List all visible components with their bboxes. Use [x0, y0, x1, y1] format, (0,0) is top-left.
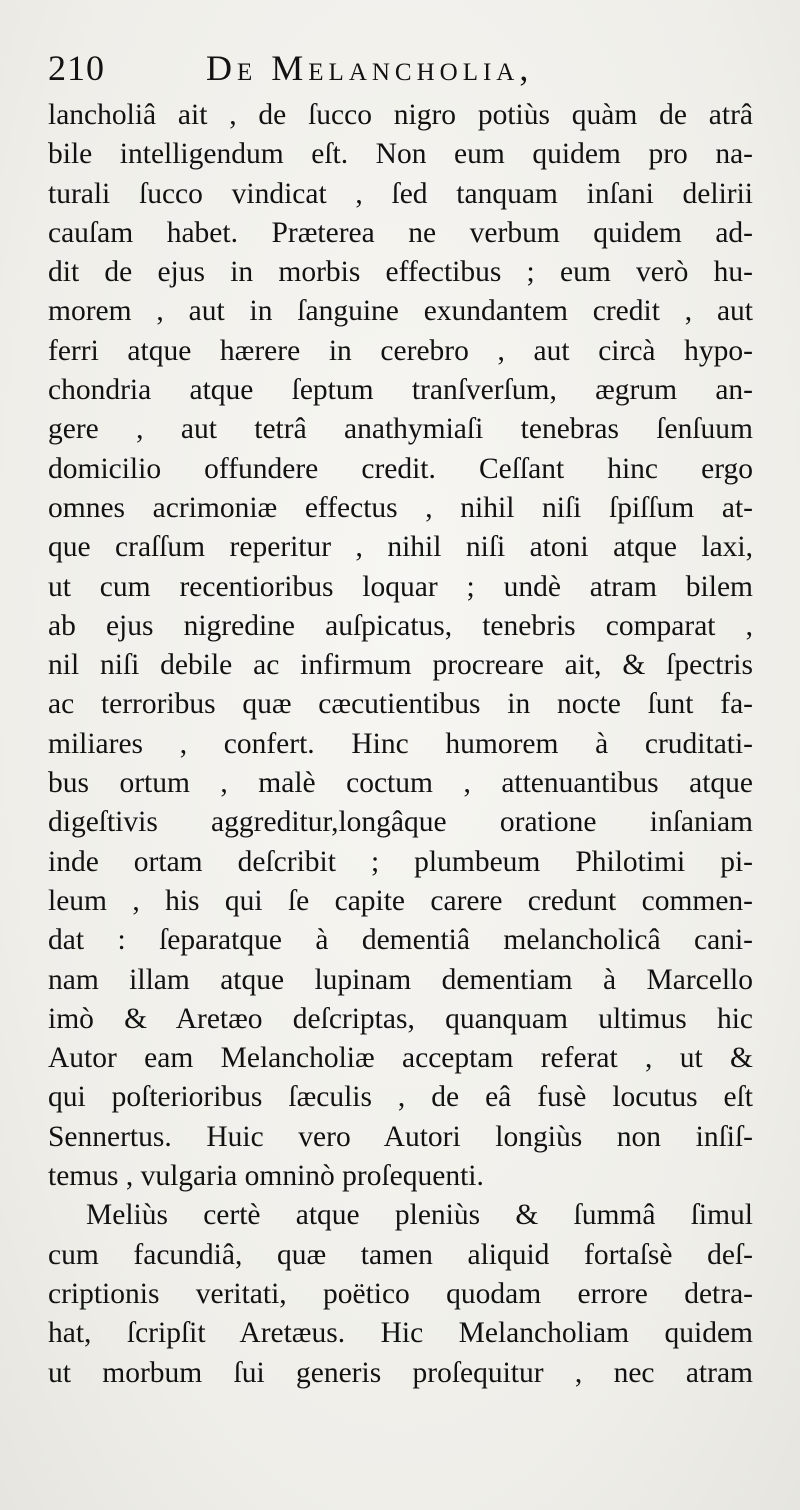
text-line: Sennertus. Huic vero Autori longiùs non inſiſ-	[48, 1120, 753, 1153]
text-line: cum facundiâ, quæ tamen aliquid fortaſsè deſ-	[48, 1238, 753, 1271]
text-line: Meliùs certè atque pleniùs & ſummâ ſimul	[86, 1199, 753, 1232]
page-number: 210	[48, 48, 105, 88]
text-line: domicilio offundere credit. Ceſſant hinc ergo	[48, 452, 753, 485]
text-line: nil niſi debile ac infirmum procreare ait, & ſpectris	[48, 649, 753, 682]
text-line: digeſtivis aggreditur,longâque oratione inſaniam	[48, 806, 753, 839]
running-head: De Melancholia,	[206, 48, 534, 88]
text-line: ut morbum ſui generis proſequitur , nec atram	[48, 1356, 753, 1389]
text-line: bile intelligendum eſt. Non eum quidem pro na-	[48, 138, 753, 171]
text-line: nam illam atque lupinam dementiam à Marcello	[48, 963, 753, 996]
text-line: ab ejus nigredine auſpicatus, tenebris comparat ,	[48, 609, 753, 642]
text-line: bus ortum , malè coctum , attenuantibus atque	[48, 767, 753, 800]
text-line: turali ſucco vindicat , ſed tanquam inſani delirii	[48, 177, 753, 210]
text-line: morem , aut in ſanguine exundantem credit , aut	[48, 295, 753, 328]
paragraphs	[48, 96, 753, 1393]
body-text	[48, 96, 753, 1393]
text-line: qui poſterioribus ſæculis , de eâ fusè locutus eſt	[48, 1081, 753, 1114]
text-line: hat, ſcripſit Aretæus. Hic Melancholiam quidem	[48, 1317, 753, 1350]
text-line: Autor eam Melancholiæ acceptam referat , ut &	[48, 1042, 753, 1075]
text-line: ut cum recentioribus loquar ; undè atram bilem	[48, 570, 753, 603]
text-line: leum , his qui ſe capite carere credunt commen-	[48, 884, 753, 917]
text-line: imò & Aretæo deſcriptas, quanquam ultimus hic	[48, 1002, 753, 1035]
text-line: chondria atque ſeptum tranſverſum, ægrum an-	[48, 374, 753, 407]
text-line: lancholiâ ait , de ſucco nigro potiùs quàm de atrâ	[48, 99, 753, 131]
text-line: dat : ſeparatque à dementiâ melancholicâ cani-	[48, 924, 753, 957]
text-line: gere , aut tetrâ anathymiaſi tenebras ſenſuum	[48, 413, 753, 446]
text-line: que craſſum reperitur , nihil niſi atoni atque laxi,	[48, 531, 753, 564]
text-line: dit de ejus in morbis effectibus ; eum verò hu-	[48, 256, 753, 289]
text-line: ferri atque hærere in cerebro , aut circà hypo-	[48, 334, 753, 367]
text-line: ac terroribus quæ cæcutientibus in nocte ſunt fa-	[48, 688, 753, 721]
text-line: cauſam habet. Præterea ne verbum quidem ad-	[48, 216, 753, 249]
text-line: temus , vulgaria omninò proſequenti.	[48, 1160, 484, 1193]
text-line: omnes acrimoniæ effectus , nihil niſi ſpiſſum at-	[48, 491, 753, 524]
text-line: inde ortam deſcribit ; plumbeum Philotimi pi-	[48, 845, 753, 878]
paragraph	[48, 1196, 753, 1392]
text-line: miliares , confert. Hinc humorem à cruditati-	[48, 727, 753, 760]
paragraph	[48, 96, 753, 1196]
page-header	[48, 44, 748, 92]
text-line: criptionis veritati, poëtico quodam errore detra-	[48, 1277, 753, 1310]
